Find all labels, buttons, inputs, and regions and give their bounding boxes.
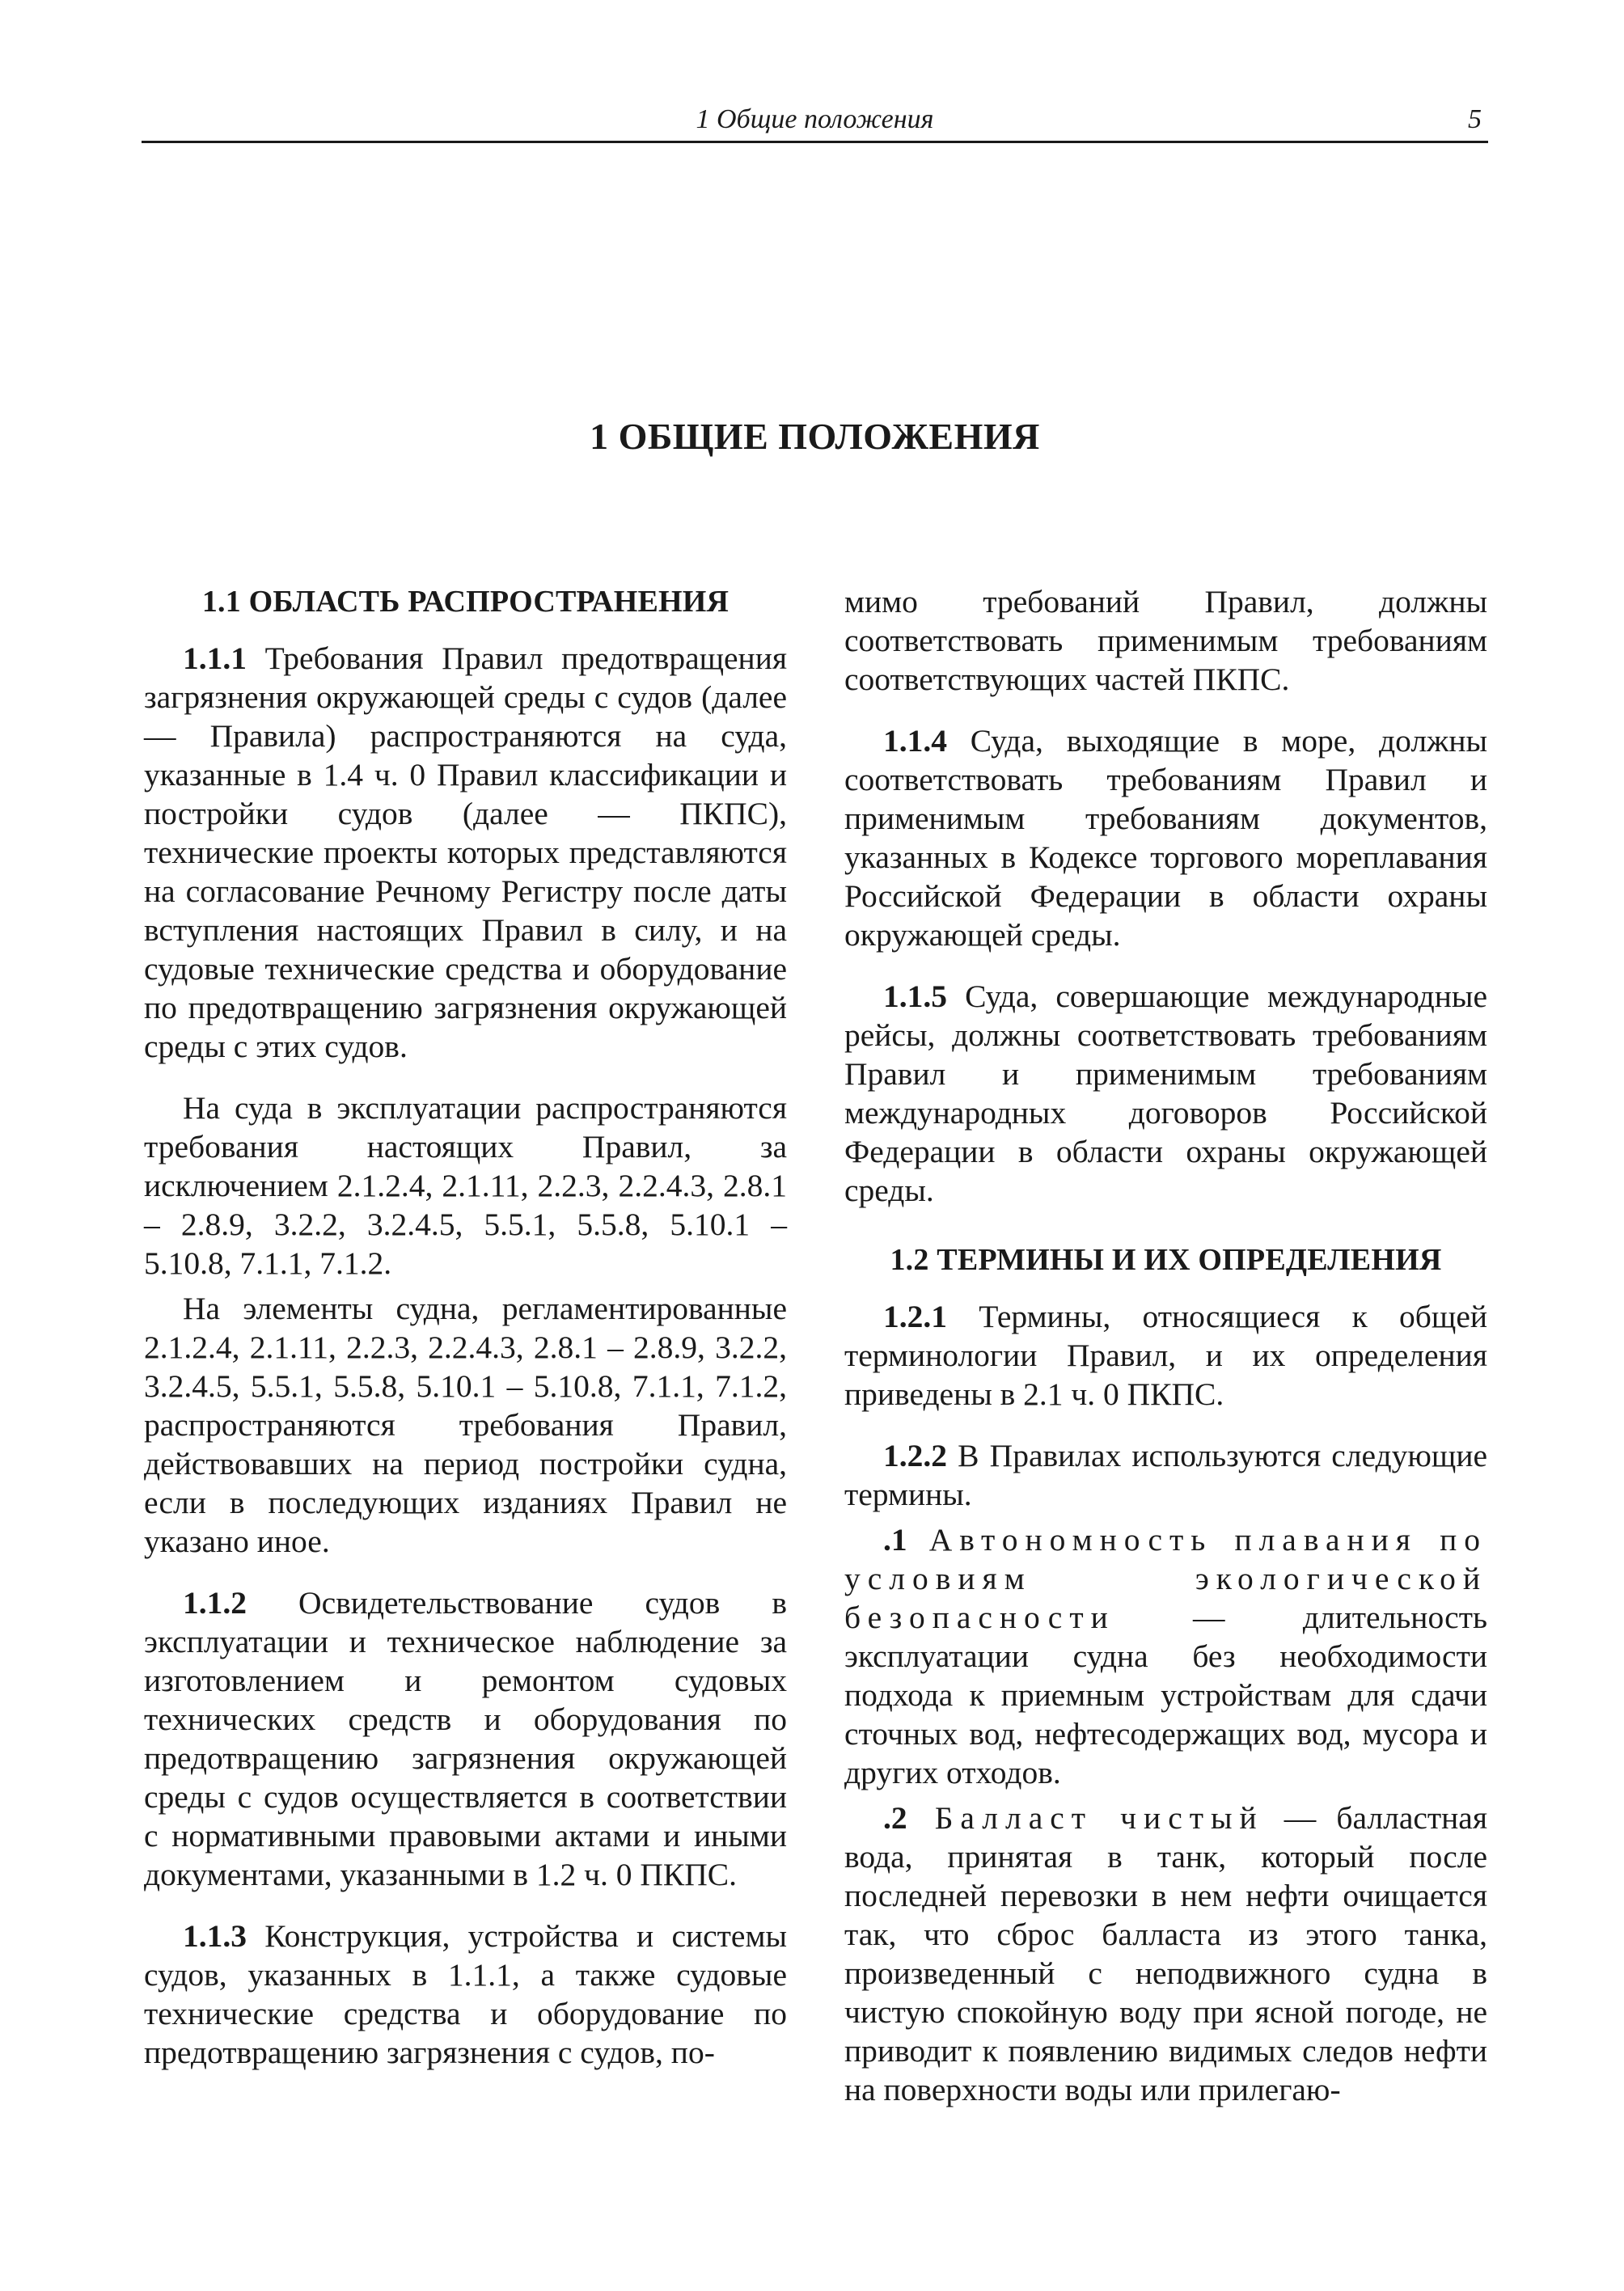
paragraph-1-1-4 bbox=[844, 721, 1487, 954]
running-header bbox=[142, 104, 1488, 143]
chapter-title: 1 ОБЩИЕ ПОЛОЖЕНИЯ bbox=[590, 416, 1040, 457]
paragraph-number: 1.1.1 bbox=[183, 640, 247, 676]
paragraph-number: 1.1.5 bbox=[883, 979, 947, 1014]
term-name: Балласт чистый bbox=[907, 1800, 1264, 1836]
term-autonomy bbox=[844, 1520, 1487, 1792]
paragraph-text: Суда, совершающие международные рейсы, должны соответствовать требованиям Правил и применимым требованиям международных договоров Российской Федерации в области охраны окружающей среды. bbox=[844, 979, 1487, 1208]
right-column bbox=[844, 582, 1487, 2109]
paragraph-ship-elements: На элементы судна, регламентированные 2.1.2.4, 2.1.11, 2.2.3, 2.2.4.3, 2.8.1 – 2.8.9, 3.2.2, 3.2.4.5, 5.5.1, 5.5.8, 5.10.1 – 5.10.8, 7.1.1, 7.1.2, распространяются требования Правил, действовавших на период постройки судна, если в последующих изданиях Правил не указано иное. bbox=[144, 1291, 787, 1559]
paragraph-ships-in-operation: На суда в эксплуатации распространяются требования настоящих Правил, за исключением 2.1.2.4, 2.1.11, 2.2.3, 2.2.4.3, 2.8.1 – 2.8.9, 3.2.2, 3.2.4.5, 5.5.1, 5.5.8, 5.10.1 – 5.10.8, 7.1.1, 7.1.2. bbox=[144, 1090, 787, 1281]
paragraph-text: Требования Правил предотвращения загрязнения окружающей среды с судов (далее — Правила) распространяются на суда, указанные в 1.4 ч. 0 Правил классификации и постройки судов (далее — ПКПС), технические проекты которых представляются на согласование Речному Регистру после даты вступления настоящих Правил в силу, и на судовые технические средства и оборудование по предотвращению загрязнения окружающей среды с этих судов. bbox=[144, 640, 787, 1064]
term-name: Автономность плавания по условиям экологической безопасности bbox=[844, 1522, 1487, 1635]
paragraph-1-2-1 bbox=[844, 1297, 1487, 1414]
page-number: 5 bbox=[1468, 104, 1482, 134]
paragraph-text: В Правилах используются следующие термины. bbox=[844, 1438, 1487, 1512]
term-number: .1 bbox=[883, 1522, 907, 1558]
paragraph-1-1-3 bbox=[144, 1917, 787, 2072]
term-clean-ballast bbox=[844, 1799, 1487, 2109]
paragraph-number: 1.1.3 bbox=[183, 1918, 247, 1954]
term-number: .2 bbox=[883, 1800, 907, 1836]
left-column bbox=[144, 582, 787, 2072]
section-heading-1-1: 1.1 ОБЛАСТЬ РАСПРОСТРАНЕНИЯ bbox=[201, 585, 730, 619]
running-title: 1 Общие положения bbox=[696, 104, 934, 134]
paragraph-number: 1.1.2 bbox=[183, 1585, 247, 1621]
section-heading-1-2: 1.2 ТЕРМИНЫ И ИХ ОПРЕДЕЛЕНИЯ bbox=[890, 1243, 1442, 1277]
paragraph-1-2-2 bbox=[844, 1436, 1487, 1514]
term-definition: — длительность эксплуатации судна без необходимости подхода к приемным устройствам для сдачи сточных вод, нефтесодержащих вод, мусора и других отходов. bbox=[844, 1600, 1487, 1790]
term-definition: — балластная вода, принятая в танк, который после последней перевозки в нем нефти очищается так, что сброс балласта из этого танка, произведенный с неподвижного судна в чистую спокойную воду при ясной погоде, не приводит к появлению видимых следов нефти на поверхности воды или прилегаю- bbox=[844, 1800, 1487, 2107]
paragraph-1-1-1 bbox=[144, 639, 787, 1066]
paragraph-1-1-3-continued: мимо требований Правил, должны соответствовать применимым требованиям соответствующих частей ПКПС. bbox=[844, 584, 1487, 697]
paragraph-number: 1.1.4 bbox=[883, 723, 947, 759]
paragraph-text: Конструкция, устройства и системы судов, указанных в 1.1.1, а также судовые технические средства и оборудование по предотвращению загрязнения с судов, по- bbox=[144, 1918, 787, 2070]
paragraph-number: 1.2.2 bbox=[883, 1438, 947, 1473]
paragraph-text: Освидетельствование судов в эксплуатации и техническое наблюдение за изготовлением и ремонтом судовых технических средств и оборудования по предотвращению загрязнения окружающей среды с судов осуществляется в соответствии с нормативными правовыми актами и иными документами, указанными в 1.2 ч. 0 ПКПС. bbox=[144, 1585, 787, 1892]
paragraph-1-1-5 bbox=[844, 977, 1487, 1210]
paragraph-text: Суда, выходящие в море, должны соответствовать требованиям Правил и применимым требованиям документов, указанных в Кодексе торгового мореплавания Российской Федерации в области охраны окружающей среды. bbox=[844, 723, 1487, 953]
paragraph-text: Термины, относящиеся к общей терминологии Правил, и их определения приведены в 2.1 ч. 0 ПКПС. bbox=[844, 1299, 1487, 1412]
paragraph-number: 1.2.1 bbox=[883, 1299, 947, 1334]
paragraph-1-1-2 bbox=[144, 1583, 787, 1894]
